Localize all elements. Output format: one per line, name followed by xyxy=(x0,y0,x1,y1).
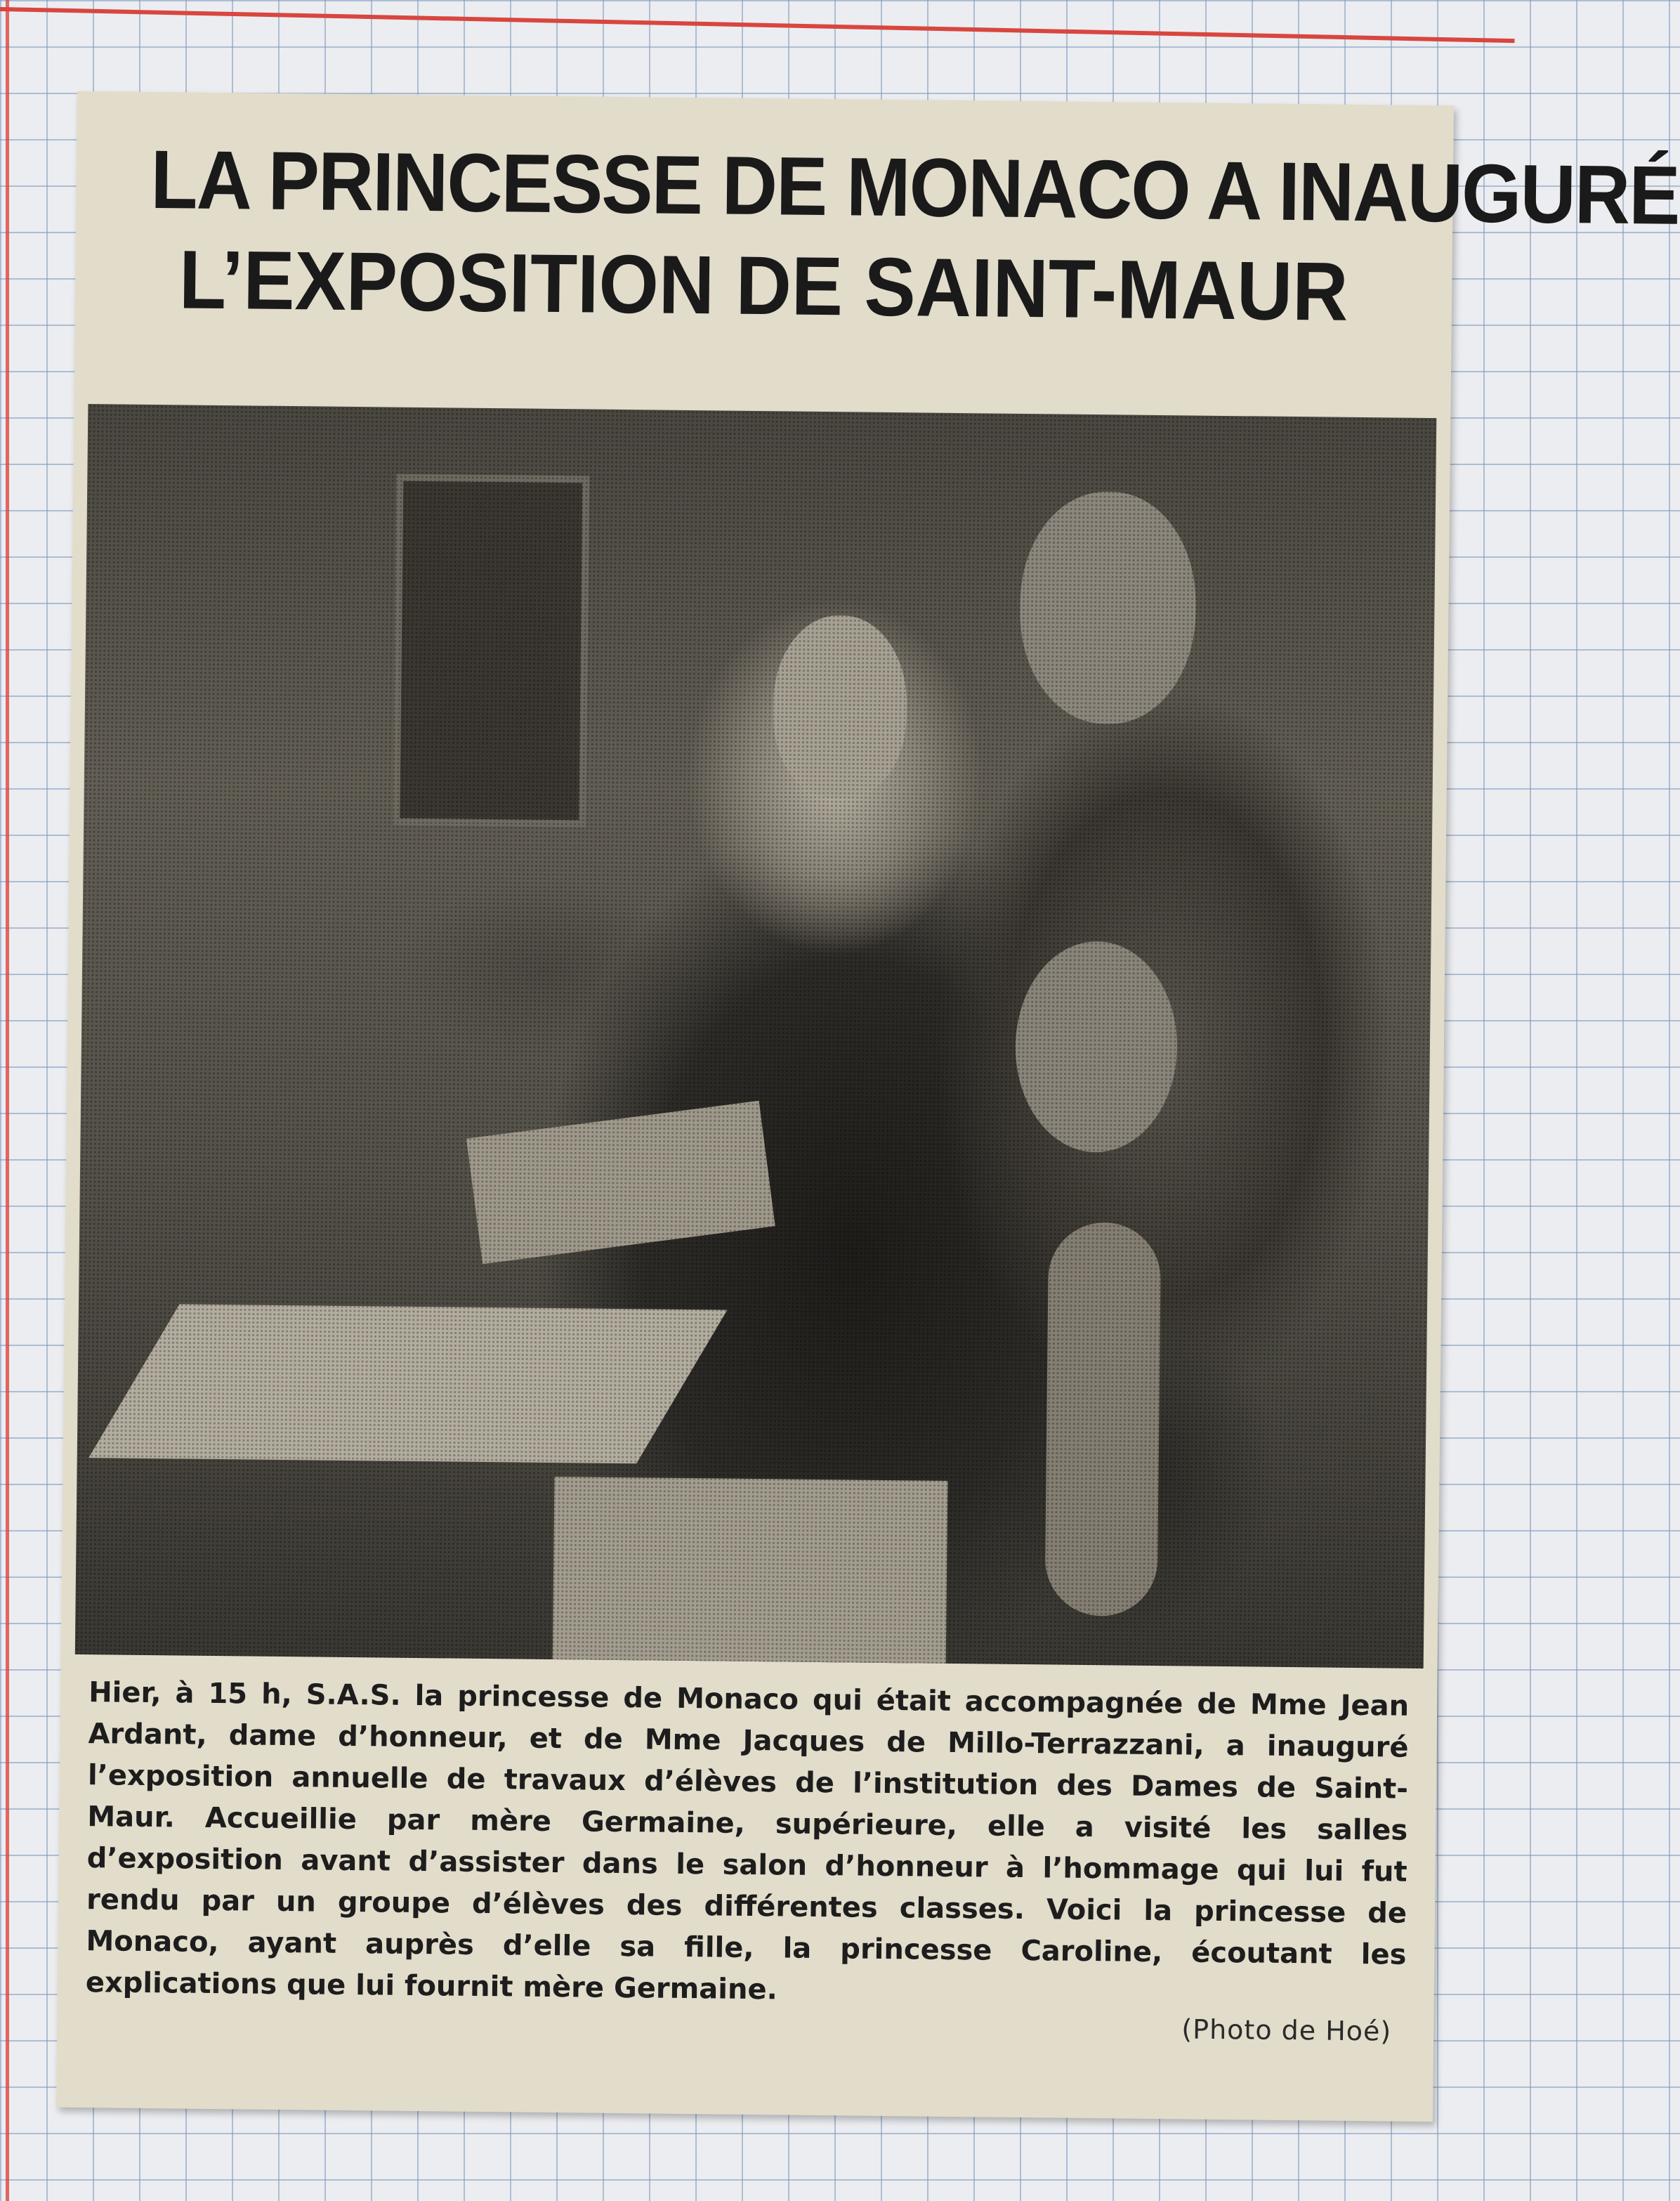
child-arm xyxy=(1044,1222,1161,1617)
photo-credit: (Photo de Hoé) xyxy=(1181,2013,1392,2047)
news-photo xyxy=(75,404,1437,1668)
notebook-top-margin-line xyxy=(0,7,1515,43)
headline-line-2: L’EXPOSITION DE SAINT-MAUR xyxy=(178,233,1349,339)
paper-on-desk xyxy=(466,1101,775,1265)
headline-line-1: LA PRINCESSE DE MONACO A INAUGURÉ xyxy=(150,133,1680,242)
child-figure xyxy=(1014,941,1178,1153)
wall-painting xyxy=(393,474,589,828)
front-table xyxy=(553,1477,948,1664)
newspaper-clipping xyxy=(56,91,1680,2122)
princess-figure xyxy=(1019,491,1197,725)
display-table xyxy=(88,1304,727,1463)
notebook-left-margin-line xyxy=(6,0,9,2201)
nun-figure xyxy=(773,615,908,799)
photo-caption: Hier, à 15 h, S.A.S. la princesse de Monaco qui était accompagnée de Mme Jean Ardant, dame d’honneur, et de Mme Jacques de Millo-Terrazzani, a inauguré l’exposition annuelle de travaux d’élèves de l’institution des Dames de Saint-Maur. Accueillie par mère Germaine, supérieure, elle a visité les salles d’exposition avant d’assister dans le salon d’honneur à l’hommage qui lui fut rendu par un groupe d’élèves des différentes classes. Voici la princesse de Monaco, ayant auprès d’elle sa fille, la princesse Caroline, écoutant les explications que lui fournit mère Germaine. xyxy=(85,1676,1410,2006)
headline xyxy=(103,130,1680,344)
